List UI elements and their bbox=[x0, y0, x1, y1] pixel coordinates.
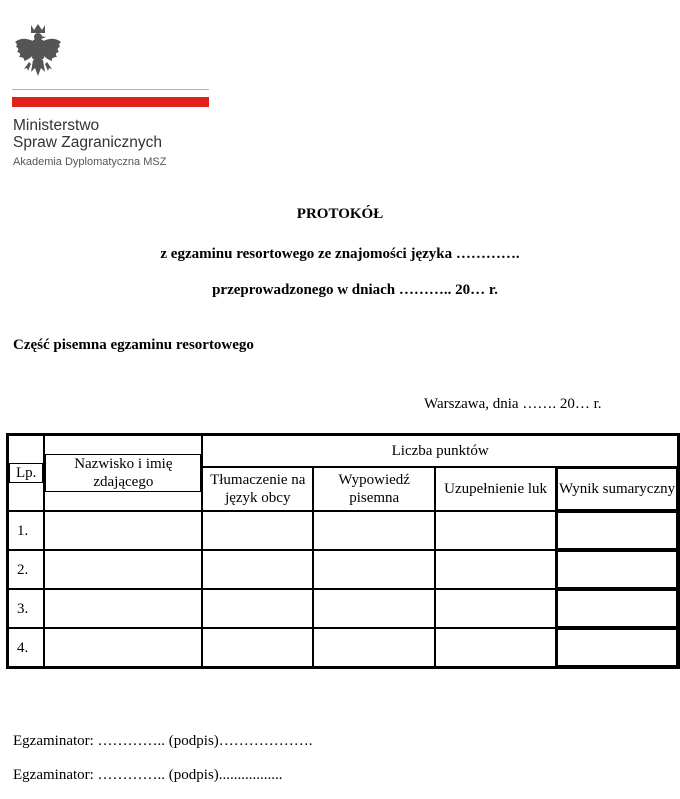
total-cell bbox=[556, 589, 678, 628]
translation-cell bbox=[202, 628, 313, 667]
ministry-subunit: Akademia Dyplomatyczna MSZ bbox=[13, 156, 167, 168]
header-name bbox=[44, 435, 202, 511]
gaps-cell bbox=[435, 511, 556, 550]
gaps-cell bbox=[435, 550, 556, 589]
polish-eagle-emblem-icon bbox=[12, 22, 64, 82]
translation-cell bbox=[202, 511, 313, 550]
header-points-label: Liczba punktów bbox=[391, 443, 489, 459]
examiner-signature-line-1: Egzaminator: ………….. (podpis)………………. bbox=[13, 733, 313, 749]
name-cell bbox=[44, 628, 202, 667]
total-cell bbox=[556, 511, 678, 550]
document-title: PROTOKÓŁ bbox=[296, 206, 384, 222]
results-table bbox=[6, 433, 680, 669]
header-gaps-label: Uzupełnienie luk bbox=[444, 481, 548, 497]
header-gaps bbox=[435, 467, 556, 511]
row-number: 2. bbox=[8, 550, 44, 589]
written-cell bbox=[313, 550, 435, 589]
ministry-name-line2: Spraw Zagranicznych bbox=[13, 134, 163, 151]
document-subtitle-language: z egzaminu resortowego ze znajomości języka …………. bbox=[160, 246, 520, 262]
name-cell bbox=[44, 511, 202, 550]
written-cell bbox=[313, 628, 435, 667]
name-cell bbox=[44, 550, 202, 589]
gaps-cell bbox=[435, 589, 556, 628]
table-row bbox=[8, 511, 678, 550]
translation-cell bbox=[202, 550, 313, 589]
header-total bbox=[556, 467, 678, 511]
header-total-label: Wynik sumaryczny bbox=[558, 481, 676, 497]
header-thin-rule bbox=[12, 89, 209, 90]
document-subtitle-dates: przeprowadzonego w dniach ……….. 20… r. bbox=[212, 282, 498, 298]
name-cell bbox=[44, 589, 202, 628]
header-translation bbox=[202, 467, 313, 511]
ministry-name-line1: Ministerstwo bbox=[13, 117, 100, 134]
examiner-signature-line-2: Egzaminator: ………….. (podpis)................. bbox=[13, 767, 283, 783]
header-written bbox=[313, 467, 435, 511]
written-cell bbox=[313, 589, 435, 628]
header-name-label: Nazwisko i imię zdającego bbox=[74, 456, 173, 490]
row-number: 3. bbox=[8, 589, 44, 628]
table-row bbox=[8, 628, 678, 667]
total-cell bbox=[556, 550, 678, 589]
written-cell bbox=[313, 511, 435, 550]
header-points-group bbox=[202, 435, 678, 467]
row-number: 4. bbox=[8, 628, 44, 667]
total-cell bbox=[556, 628, 678, 667]
table-row bbox=[8, 589, 678, 628]
header-translation-label: Tłumaczenie na język obcy bbox=[210, 472, 306, 506]
table-row bbox=[8, 550, 678, 589]
row-number: 1. bbox=[8, 511, 44, 550]
section-heading: Część pisemna egzaminu resortowego bbox=[13, 337, 254, 353]
header-red-bar bbox=[12, 97, 209, 107]
results-table-container bbox=[6, 433, 680, 669]
header-written-label: Wypowiedź pisemna bbox=[338, 472, 410, 506]
header-lp bbox=[8, 435, 44, 511]
gaps-cell bbox=[435, 628, 556, 667]
place-and-date: Warszawa, dnia ……. 20… r. bbox=[424, 396, 602, 412]
header-lp-label: Lp. bbox=[16, 465, 37, 481]
translation-cell bbox=[202, 589, 313, 628]
